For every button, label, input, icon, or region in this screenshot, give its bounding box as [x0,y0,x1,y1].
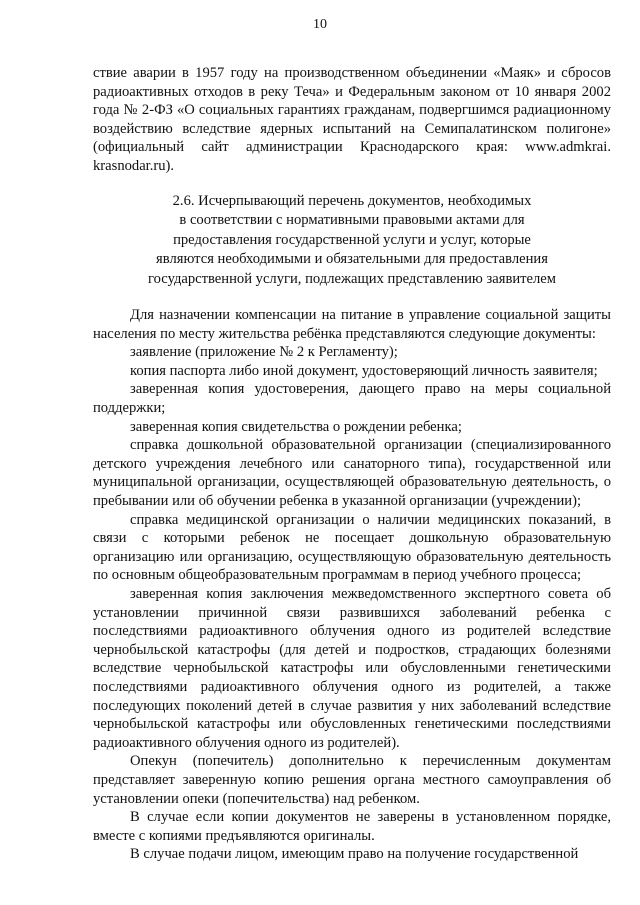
section-heading [93,192,611,290]
body-paragraph: В случае если копии документов не заверены в установленном порядке, вместе с копиями предъявляются оригиналы. [93,809,611,844]
list-item: заверенная копия свидетельства о рождении ребенка; [130,418,462,435]
body-paragraph: Опекун (попечитель) дополнительно к перечисленным документам представляет заверенную копию решения органа местного самоуправления об установлении опеки (попечительства) над ребенком. [93,753,611,807]
page-content [93,64,611,864]
list-item: справка медицинской организации о наличии медицинских показаний, в связи с которыми ребенок не посещает дошкольную образовательную организацию или организацию, осуществляющую образовательную деятельность по основным общеобразовательным программам в период учебного процесса; [93,511,611,584]
heading-line: государственной услуги, подлежащих представлению заявителем [148,270,556,287]
body-paragraph: Для назначении компенсации на питание в управление социальной защиты населения по месту жительства ребёнка представляются следующие документы: [93,307,611,342]
list-item: заверенная копия удостоверения, дающего право на меры социальной поддержки; [93,381,611,417]
heading-line: предоставления государственной услуги и услуг, которые [173,231,531,248]
list-item: копия паспорта либо иной документ, удостоверяющий личность заявителя; [130,362,598,379]
heading-line: являются необходимыми и обязательными для предоставления [156,251,548,268]
page-number: 10 [313,17,327,32]
body-paragraph: В случае подачи лицом, имеющим право на получение государственной [130,846,579,863]
heading-line: в соответствии с нормативными правовыми актами для [179,212,525,229]
list-item: заверенная копия заключения межведомственного экспертного совета об установлении причинной связи развившихся заболеваний ребенка с последствиями радиоактивного облучения одного из родителей вследствие чернобыльской катастрофы (для детей и подростков, страдающих болезнями вследствие чернобыльской катастрофы или обусловленными генетическими последствиями радиоактивного облучения одного из родителей, а также последующих поколений детей в случае развития у них заболеваний вследствие чернобыльской катастрофы или обусловленных генетическими последствиями радиоактивного облучения одного из родителей). [93,585,611,751]
list-item: заявление (приложение № 2 к Регламенту); [130,344,398,361]
heading-line: 2.6. Исчерпывающий перечень документов, необходимых [172,192,532,209]
list-item: справка дошкольной образовательной организации (специализированного детского учреждения лечебного или санаторного типа), государственной или муниципальной организации, осуществляющей образовательную деятельность, о пребывании или об обучении ребенка в указанной организации (учреждении); [93,437,611,509]
intro-paragraph: ствие аварии в 1957 году на производственном объединении «Маяк» и сбросов радиоактивных отходов в реку Теча» и Федеральным законом от 10 января 2002 года № 2-ФЗ «О социальных гарантиях гражданам, подвергшимся радиационному воздействию вследствие ядерных испытаний на Семипалатинском полигоне» (официальный сайт администрации Краснодарского края: www.admkrai. krasnodar.ru). [93,65,611,174]
